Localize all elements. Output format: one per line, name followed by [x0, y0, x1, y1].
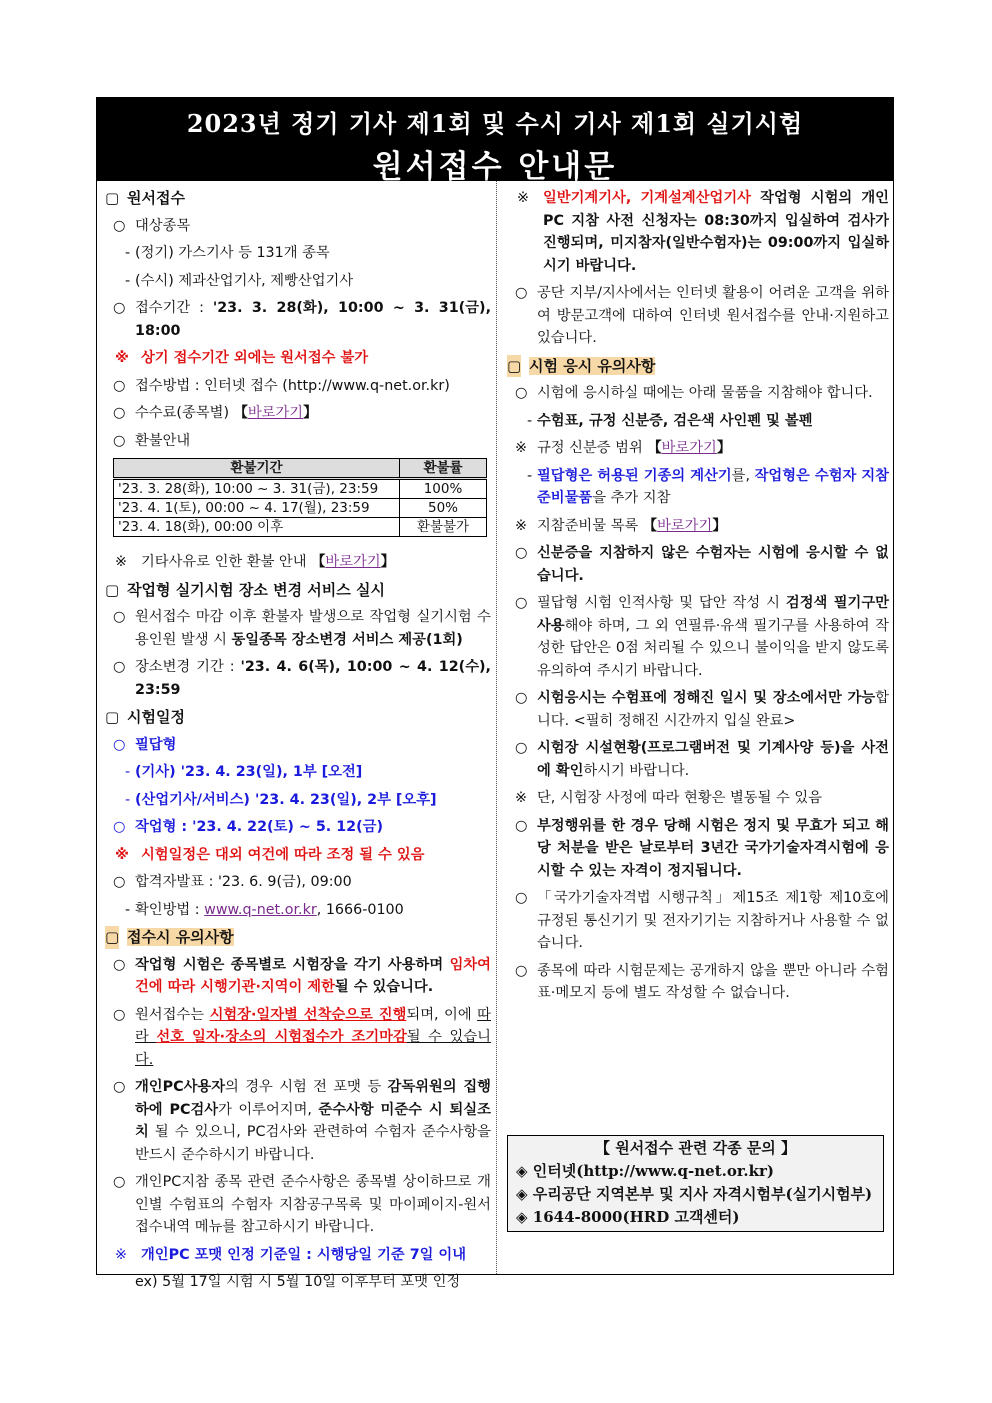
reference-mark-icon: ※: [517, 190, 529, 206]
list-item: [103, 402, 491, 425]
list-item: [103, 347, 491, 370]
circle-bullet-icon: ○: [515, 962, 528, 979]
text-segment: 시험장·일자별 선착순으로 진행: [209, 1006, 407, 1023]
item-text: [537, 518, 727, 534]
reference-mark-icon: ※: [515, 790, 527, 806]
text-segment: 환불안내: [135, 432, 191, 449]
text-segment: 규정 신분증 범위: [537, 440, 648, 456]
item-text: [537, 790, 822, 806]
text-segment: 공단 지부/지사에서는 인터넷 활용이 어려운 고객을 위하여 방문고객에 대하여 인터넷 원서접수를 안내·지원하고 있습니다.: [537, 285, 889, 346]
contact-text: 인터넷(http://www.q-net.or.kr): [532, 1162, 774, 1180]
text-segment: 【: [647, 440, 662, 456]
section-heading: [505, 355, 889, 378]
text-segment: 【: [233, 405, 248, 421]
item-text: [135, 609, 491, 648]
item-text: [127, 708, 185, 726]
text-segment: 해야 하며, 그 외 연필류·유색 필기구를 사용하여 작성한 답안은 0점 처리될 수 있으니 불이익을 받지 않도록 유의하여 주시기 바랍니다.: [537, 617, 889, 679]
text-segment: 원서접수: [127, 189, 185, 207]
list-item: [505, 815, 889, 883]
circle-bullet-icon: ○: [113, 377, 126, 394]
item-text: [537, 468, 889, 507]
list-item: [103, 954, 491, 999]
list-item: [103, 656, 491, 701]
text-segment: 부정행위를 한 경우 당해 시험은 정지 및 무효가 되고 해당 처분을 받은 날로부터 3년간 국가기술자격시험에 응시할 수 있는 자격이 정지됩니다.: [537, 817, 889, 879]
text-segment: , 1666-0100: [316, 901, 404, 918]
list-item: [103, 1171, 491, 1239]
item-text: [537, 818, 889, 879]
refund-table: [113, 458, 487, 537]
circle-bullet-icon: ○: [515, 595, 528, 611]
item-text: [537, 890, 889, 951]
text-segment: 】: [716, 440, 732, 456]
text-segment: 접수기간 :: [135, 300, 213, 316]
list-item: [103, 761, 491, 784]
circle-bullet-icon: ○: [515, 545, 528, 561]
table-row: [114, 479, 487, 499]
list-item: [505, 687, 889, 732]
item-text: [135, 218, 190, 234]
refund-period: '23. 3. 28(화), 10:00 ~ 3. 31(금), 23:59: [114, 479, 400, 499]
section-heading: [103, 706, 491, 729]
text-segment: 을 추가 지참: [592, 490, 671, 506]
item-text: [135, 792, 437, 808]
list-item: [103, 789, 491, 812]
list-item: [505, 465, 889, 510]
square-bullet-icon: ▢: [507, 355, 521, 378]
text-segment: 】: [380, 554, 395, 570]
circle-bullet-icon: ○: [113, 819, 126, 835]
contact-text: 우리공단 지역본부 및 지사 자격시험부(실기시험부): [532, 1185, 873, 1203]
item-text: [127, 928, 234, 946]
refund-rate: 환불불가: [400, 518, 487, 537]
dash-bullet-icon: -: [527, 467, 533, 484]
text-segment: 지참준비물 목록: [537, 517, 643, 534]
text-segment: (수시) 제과산업기사, 제빵산업기사: [135, 272, 354, 289]
list-item: [505, 592, 889, 682]
document-header: [97, 98, 893, 185]
circle-bullet-icon: ○: [113, 874, 126, 890]
list-item: [103, 430, 491, 453]
item-text: [537, 740, 889, 779]
text-segment: 확인방법 :: [135, 901, 205, 918]
list-item: [505, 187, 889, 277]
list-item: [103, 1244, 491, 1267]
list-item: [103, 871, 491, 894]
shortcut-link[interactable]: 바로가기: [661, 440, 717, 456]
text-segment: 단, 시험장 사정에 따라 현황은 별동될 수 있음: [537, 790, 822, 806]
text-segment: 합격자발표 : '23. 6. 9(금), 09:00: [135, 874, 352, 890]
text-segment: 필답형은 허용된 기종의 계산기: [537, 467, 732, 484]
list-item: [103, 215, 491, 238]
item-text: [543, 190, 889, 274]
column-divider: [496, 181, 497, 1274]
reference-mark-icon: ※: [115, 846, 129, 863]
dash-bullet-icon: -: [125, 901, 131, 918]
item-text: [537, 385, 873, 401]
text-segment: ex) 5월 17일 시험 시 5월 10일 이후부터 포맷 인정: [135, 1274, 461, 1290]
square-bullet-icon: ▢: [105, 580, 120, 599]
text-segment: 하시기 바랍니다.: [583, 762, 690, 779]
list-item: [103, 734, 491, 757]
reference-mark-icon: ※: [515, 440, 527, 456]
contact-item: [508, 1160, 883, 1183]
text-segment: 시험 응시 유의사항: [529, 356, 656, 375]
shortcut-link[interactable]: 바로가기: [325, 554, 381, 570]
item-text: [537, 440, 731, 456]
shortcut-link[interactable]: www.q-net.or.kr: [204, 901, 317, 918]
list-item: [505, 542, 889, 587]
item-text: [537, 545, 889, 584]
circle-bullet-icon: ○: [113, 659, 126, 675]
item-text: [135, 764, 362, 780]
text-segment: 되며, 이에: [406, 1006, 478, 1023]
contact-box: [507, 1135, 884, 1232]
item-text: [135, 902, 404, 918]
section-heading: [103, 579, 491, 602]
item-text: [529, 357, 655, 375]
text-segment: 일반기계기사, 기계설계산업기사: [543, 190, 751, 206]
item-text: [135, 433, 190, 449]
list-item: [505, 282, 889, 350]
text-segment: 동일종목 장소변경 서비스 제공(1회): [231, 631, 463, 648]
document-frame: [96, 97, 894, 1290]
list-item: [505, 437, 889, 460]
circle-bullet-icon: ○: [113, 736, 126, 753]
text-segment: 작업형 : '23. 4. 22(토) ~ 5. 12(금): [135, 819, 383, 835]
column-header: 환불기간: [114, 459, 400, 479]
item-text: [141, 350, 368, 366]
text-segment: 】: [303, 405, 318, 421]
text-segment: 종목에 따라 시험문제는 공개하지 않을 뿐만 아니라 수험표·메모지 등에 별도 작성할 수 없습니다.: [537, 962, 889, 1001]
text-segment: 시험에 응시하실 때에는 아래 물품을 지참해야 합니다.: [537, 385, 873, 401]
item-text: [537, 413, 813, 429]
list-item: [103, 375, 491, 398]
text-segment: '23. 4. 6(목), 10:00 ~ 4. 12(수), 23:59: [135, 659, 491, 698]
text-segment: 수험표, 규정 신분증, 검은색 사인펜 및 볼펜: [537, 412, 813, 429]
circle-bullet-icon: ○: [113, 956, 126, 973]
list-item: [505, 515, 889, 538]
text-segment: 선호 일자·장소의 시험접수가 조기마감: [156, 1029, 407, 1045]
list-item: [103, 899, 491, 922]
text-segment: 작업형은 수험자 지참준비물품: [537, 467, 889, 506]
text-segment: 필답형 시험 인적사항 및 답안 작성 시: [537, 595, 786, 611]
text-segment: 될 수 있습니다.: [334, 979, 434, 995]
item-text: [537, 595, 889, 679]
circle-bullet-icon: ○: [515, 890, 528, 906]
diamond-bullet-icon: ◈: [516, 1162, 533, 1180]
circle-bullet-icon: ○: [113, 1174, 126, 1190]
text-segment: 원서접수는: [135, 1006, 210, 1023]
table-row: [114, 499, 487, 518]
square-bullet-icon: ▢: [105, 926, 119, 949]
list-item: [103, 1271, 491, 1294]
reference-mark-icon: ※: [115, 554, 127, 570]
circle-bullet-icon: ○: [113, 609, 126, 625]
item-text: [135, 1274, 460, 1290]
item-text: [135, 659, 491, 698]
list-item: [103, 816, 491, 839]
shortcut-link[interactable]: 바로가기: [247, 405, 304, 421]
section-heading: [103, 187, 491, 210]
contact-item: [508, 1206, 883, 1229]
circle-bullet-icon: ○: [113, 432, 126, 449]
item-text: [141, 847, 424, 863]
item-text: [537, 963, 889, 1002]
circle-bullet-icon: ○: [515, 285, 528, 301]
text-segment: (정기) 가스기사 등 131개 종목: [135, 245, 330, 261]
document-title: 2023년 정기 기사 제1회 및 수시 기사 제1회 실기시험: [186, 109, 804, 138]
item-text: [537, 285, 889, 346]
dash-bullet-icon: -: [125, 791, 131, 808]
text-segment: 접수시 유의사항: [127, 928, 234, 946]
table-row: [114, 518, 487, 537]
text-segment: 개인PC 포맷 인정 기준일 : 시행당일 기준 7일 이내: [141, 1246, 467, 1263]
text-segment: 를,: [731, 467, 755, 484]
circle-bullet-icon: ○: [113, 1079, 126, 1095]
text-segment: 될 수 있으니, PC검사와 관련하여 수험자 준수사항을 반드시 준수하시기 바랍니다.: [135, 1124, 491, 1163]
text-segment: 가 이루어지며,: [218, 1101, 319, 1118]
item-text: [135, 1174, 491, 1235]
refund-period: '23. 4. 18(화), 00:00 이후: [114, 518, 400, 537]
text-segment: 【: [311, 554, 326, 570]
text-segment: 시험응시는 수험표에 정해진 일시 및 장소에서만 가능: [537, 690, 876, 706]
text-segment: 시험일정은 대외 여건에 따라 조정 될 수 있음: [141, 846, 425, 863]
reference-mark-icon: ※: [115, 350, 129, 366]
dash-bullet-icon: -: [125, 245, 131, 261]
item-text: [135, 737, 176, 753]
item-text: [135, 378, 450, 394]
diamond-bullet-icon: ◈: [516, 1185, 533, 1203]
list-item: [103, 1004, 491, 1072]
list-item: [103, 551, 491, 574]
item-text: [135, 300, 491, 339]
document-subtitle: 원서접수 안내문: [372, 149, 618, 185]
text-segment: 대상종목: [135, 217, 191, 234]
item-text: [135, 957, 491, 996]
list-item: [103, 270, 491, 293]
circle-bullet-icon: ○: [113, 217, 126, 234]
text-segment: 검정색 필기구만 사용: [537, 595, 889, 634]
list-item: [103, 844, 491, 867]
text-segment: (산업기사/서비스) '23. 4. 23(일), 2부 [오후]: [135, 791, 437, 808]
square-bullet-icon: ▢: [105, 708, 120, 726]
list-item: [103, 242, 491, 265]
contact-title: 【 원서접수 관련 각종 문의 】: [594, 1139, 796, 1157]
text-segment: 】: [712, 517, 727, 534]
text-segment: 따라: [135, 1006, 491, 1045]
text-segment: 될 수 있습니다.: [135, 1029, 491, 1068]
circle-bullet-icon: ○: [113, 300, 126, 316]
text-segment: 임차여건에 따라 시행기관·지역이 제한: [135, 956, 491, 995]
text-segment: 개인PC지참 종목 관련 준수사항은 종목별 상이하므로 개인별 수험표의 수험자 지참공구목록 및 마이페이지-원서접수내역 메뉴를 참고하시기 바랍니다.: [135, 1174, 491, 1235]
list-item: [505, 887, 889, 955]
section-heading: [103, 926, 491, 949]
text-segment: 필답형: [135, 736, 177, 753]
list-item: [505, 737, 889, 782]
dash-bullet-icon: -: [527, 412, 533, 429]
table-header-row: [114, 459, 487, 479]
item-text: [135, 1007, 491, 1068]
refund-period: '23. 4. 1(토), 00:00 ~ 4. 17(월), 23:59: [114, 499, 400, 518]
list-item: [505, 960, 889, 1005]
left-column: [103, 187, 491, 1299]
circle-bullet-icon: ○: [515, 385, 528, 401]
contact-item: [508, 1183, 883, 1206]
text-segment: 【: [642, 517, 658, 534]
refund-rate: 100%: [400, 479, 487, 499]
item-text: [135, 245, 330, 261]
shortcut-link[interactable]: 바로가기: [657, 517, 713, 534]
text-segment: 작업형 시험의 개인PC 지참 사전 신청자는 08:30까지 입실하여 검사가 진행되며, 미지참자(일반수험자)는 09:00까지 입실하시기 바랍니다.: [543, 190, 889, 274]
list-item: [103, 1076, 491, 1166]
text-segment: 감독위원의 집행 하에 PC검사: [135, 1079, 491, 1118]
list-item: [505, 410, 889, 433]
text-segment: 장소변경 기간 :: [135, 659, 241, 675]
circle-bullet-icon: ○: [113, 1006, 126, 1023]
text-segment: 의 경우 시험 전 포맷 등: [225, 1079, 388, 1095]
square-bullet-icon: ▢: [105, 189, 120, 207]
column-header: 환불률: [400, 459, 487, 479]
text-segment: (기사) '23. 4. 23(일), 1부 [오전]: [135, 764, 363, 780]
item-text: [135, 819, 383, 835]
item-text: [135, 273, 353, 289]
circle-bullet-icon: ○: [515, 817, 528, 834]
text-segment: 준수사항 미준수 시 퇴실조치: [135, 1101, 491, 1140]
text-segment: 원서접수 마감 이후 환불자 발생으로 작업형 실기시험 수용인원 발생 시: [135, 609, 491, 648]
dash-bullet-icon: -: [125, 764, 131, 780]
circle-bullet-icon: ○: [515, 690, 528, 706]
item-text: [135, 874, 352, 890]
reference-mark-icon: ※: [115, 1246, 127, 1263]
item-text: [127, 581, 385, 599]
list-item: [103, 606, 491, 651]
circle-bullet-icon: ○: [515, 740, 528, 756]
item-text: [537, 690, 889, 729]
item-text: [127, 189, 185, 207]
reference-mark-icon: ※: [515, 517, 527, 534]
item-text: [135, 405, 317, 421]
text-segment: 접수방법 : 인터넷 접수 (http://www.q-net.or.kr): [135, 377, 450, 394]
text-segment: 기타사유로 인한 환불 안내: [141, 554, 312, 570]
list-item: [103, 297, 491, 342]
diamond-bullet-icon: ◈: [516, 1208, 533, 1226]
text-segment: 시험일정: [127, 708, 185, 726]
text-segment: 합니다. <필히 정해진 시간까지 입실 완료>: [537, 690, 889, 729]
text-segment: 수수료(종목별): [135, 405, 234, 421]
text-segment: 시험장 시설현황(프로그램버전 및 기계사양 등)을 사전에 확인: [537, 740, 889, 779]
refund-rate: 50%: [400, 499, 487, 518]
item-text: [141, 1247, 466, 1263]
list-item: [505, 787, 889, 810]
circle-bullet-icon: ○: [113, 405, 126, 421]
dash-bullet-icon: -: [125, 272, 131, 289]
item-text: [141, 554, 395, 570]
text-segment: 작업형 시험은 종목별로 시험장을 각기 사용하며: [135, 956, 450, 973]
text-segment: '23. 3. 28(화), 10:00 ~ 3. 31(금), 18:00: [135, 300, 491, 339]
right-column: [505, 187, 889, 1010]
item-text: [135, 1079, 491, 1163]
text-segment: 작업형 실기시험 장소 변경 서비스 실시: [127, 580, 385, 599]
text-segment: 개인PC사용자: [135, 1079, 226, 1095]
text-segment: 상기 접수기간 외에는 원서접수 불가: [141, 350, 369, 366]
text-segment: 「국가기술자격법 시행규칙」제15조 제1항 제10호에 규정된 통신기기 및 전자기기는 지참하거나 사용할 수 없습니다.: [537, 890, 889, 951]
text-segment: 신분증을 지참하지 않은 수험자는 시험에 응시할 수 없습니다.: [537, 545, 889, 584]
list-item: [505, 382, 889, 405]
contact-text: 1644-8000(HRD 고객센터): [532, 1208, 740, 1226]
